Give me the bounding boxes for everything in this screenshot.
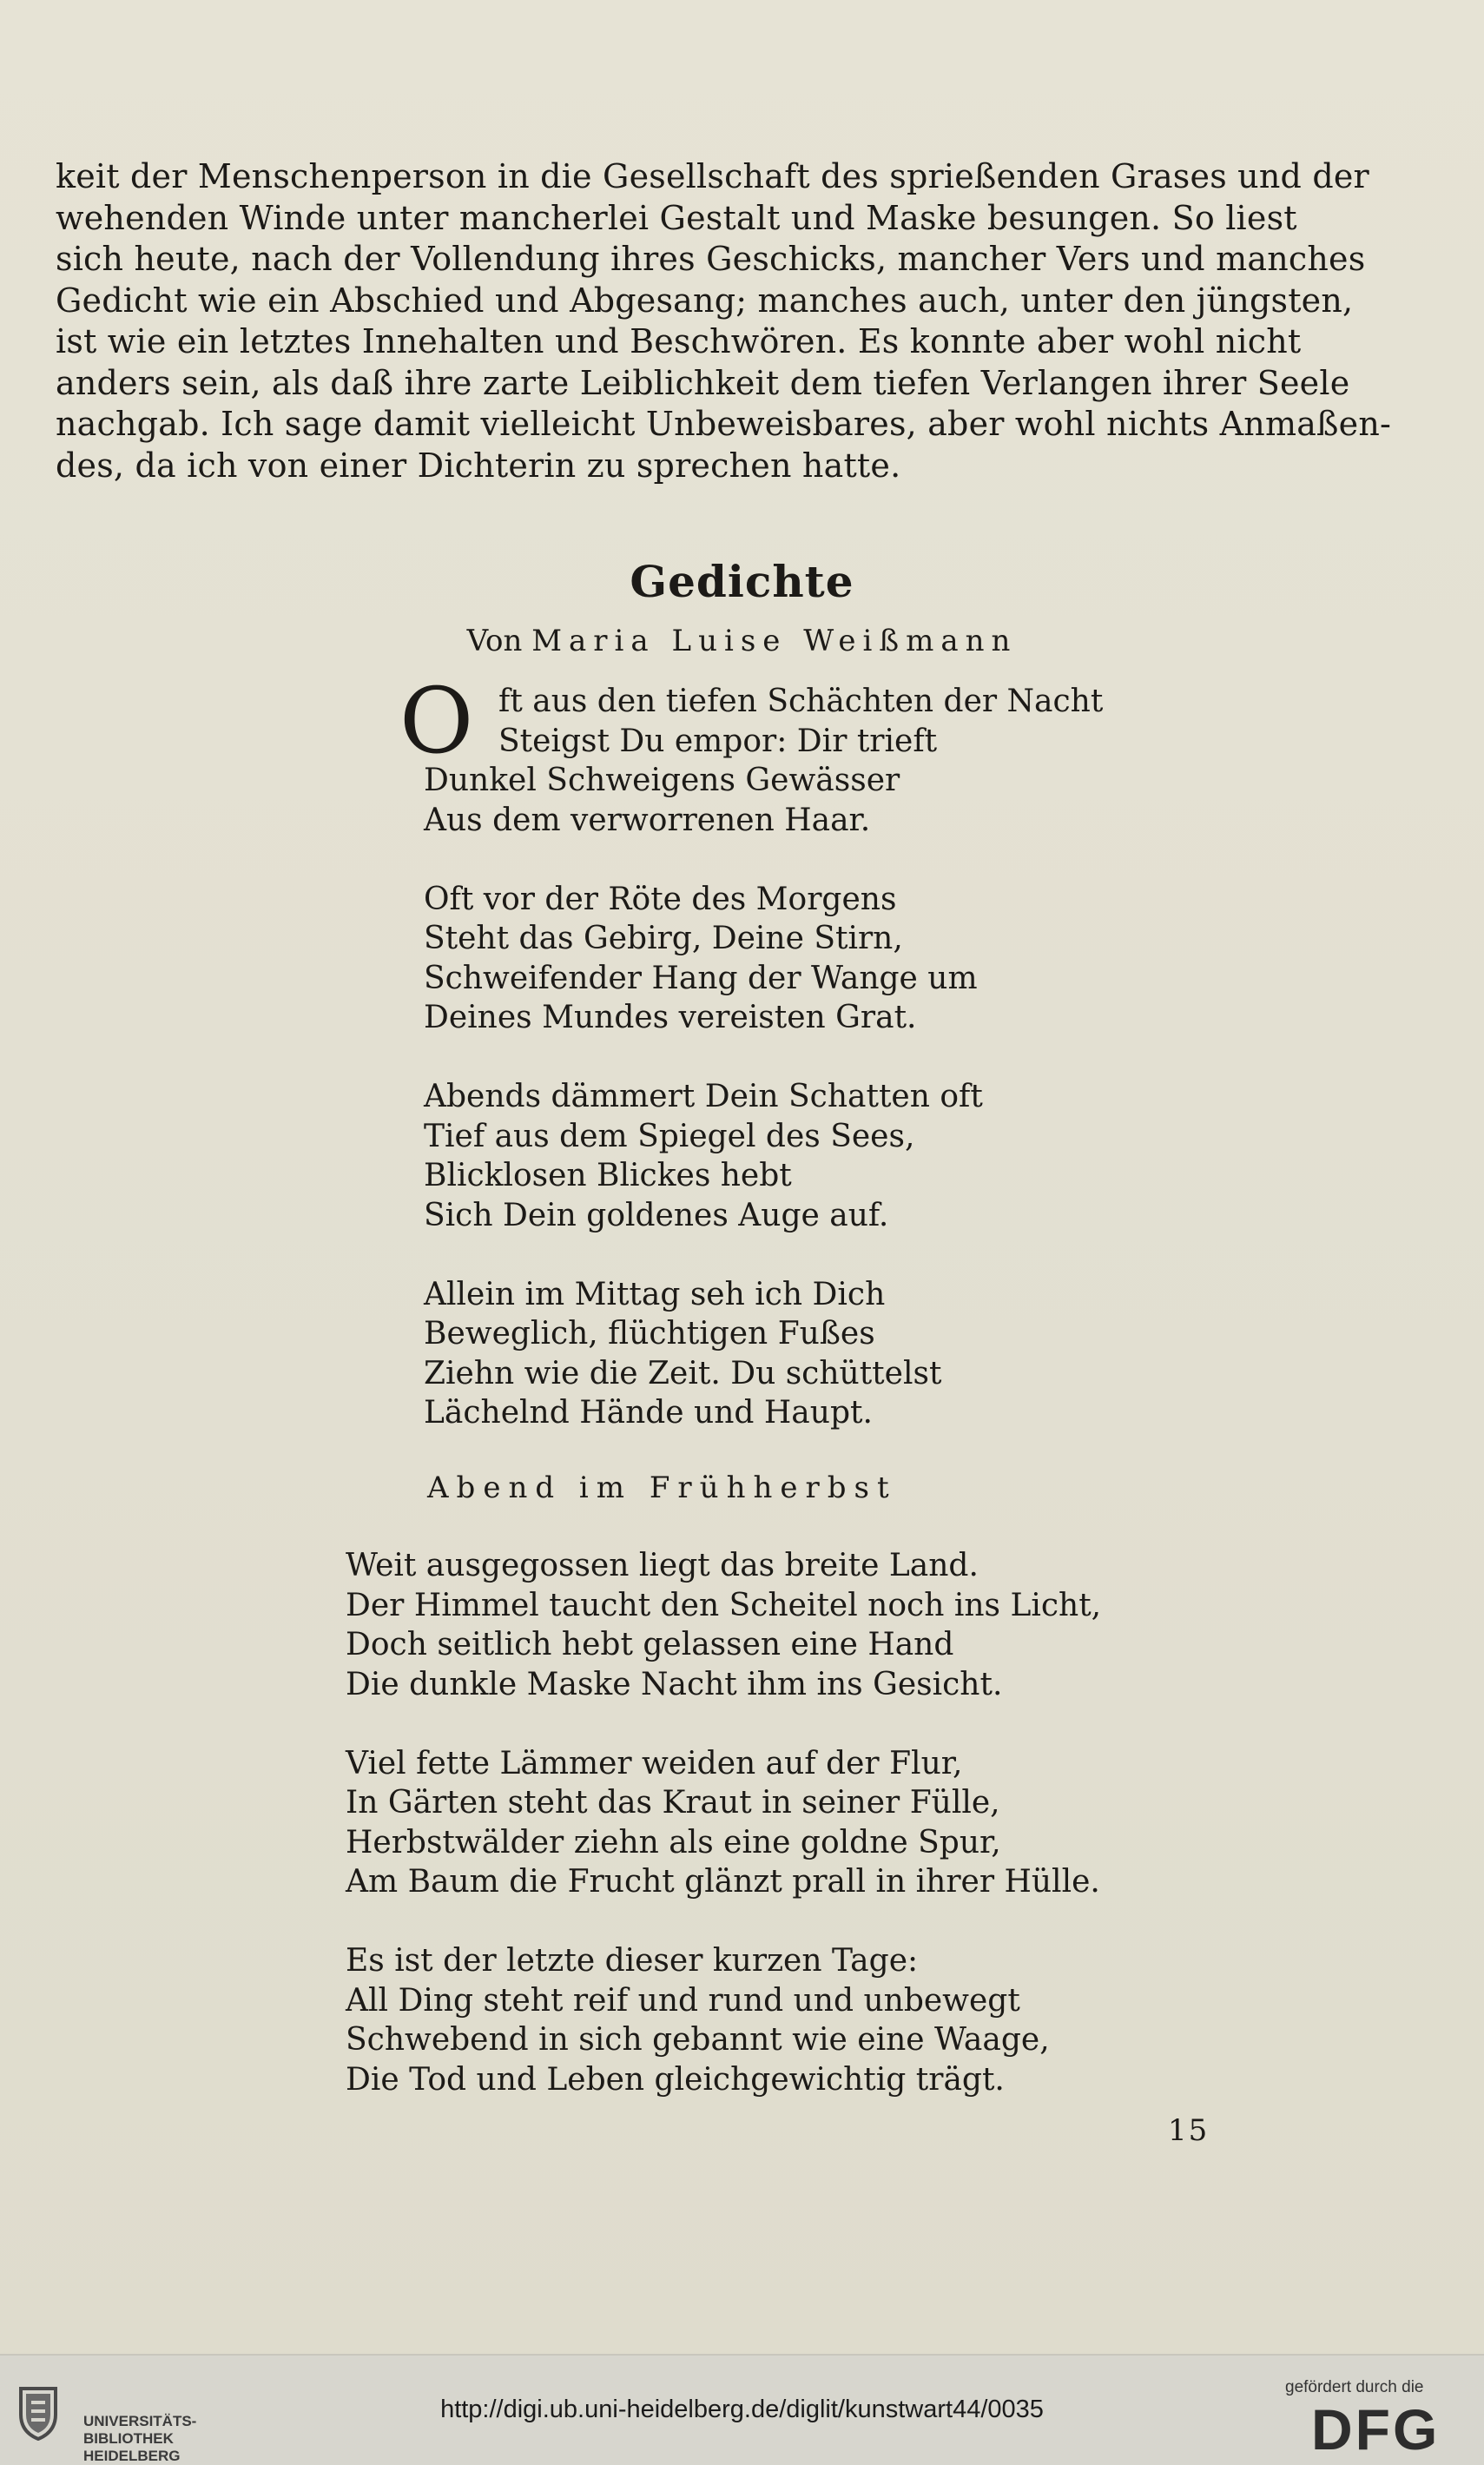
prose-line: Gedicht wie ein Abschied und Abgesang; manches auch, unter den jüngsten, (56, 281, 1354, 320)
library-name-line: HEIDELBERG (83, 2448, 181, 2464)
poem-1 (424, 682, 1103, 1472)
poem-line: Abends dämmert Dein Schatten oft (424, 1079, 983, 1114)
poem-line: Oft vor der Röte des Morgens (424, 881, 897, 917)
prose-line: ist wie ein letztes Innehalten und Beschwören. Es konnte aber wohl nicht (56, 322, 1302, 360)
poem-line: Herbstwälder ziehn als eine goldne Spur, (346, 1824, 1001, 1860)
poem-line: Ziehn wie die Zeit. Du schüttelst (424, 1355, 942, 1391)
prose-line: des, da ich von einer Dichterin zu sprechen hatte. (56, 446, 901, 485)
poem-line: In Gärten steht das Kraut in seiner Fülle, (346, 1785, 1000, 1821)
poem-line: Am Baum die Frucht glänzt prall in ihrer Hülle. (346, 1864, 1100, 1900)
prose-line: wehenden Winde unter mancherlei Gestalt und Maske besungen. So liest (56, 198, 1297, 237)
prose-line: keit der Menschenperson in die Gesellschaft des sprießenden Grases und der (56, 157, 1369, 195)
permalink-url[interactable]: http://digi.ub.uni-heidelberg.de/diglit/kunstwart44/0035 (440, 2396, 1044, 2423)
library-name-line: UNIVERSITÄTS- (83, 2413, 197, 2429)
library-name-line: BIBLIOTHEK (83, 2430, 174, 2447)
drop-cap: O (399, 668, 474, 774)
page-number: 15 (1168, 2113, 1210, 2148)
poem-line: Sich Dein goldenes Auge auf. (424, 1197, 889, 1233)
poem-line: Allein im Mittag seh ich Dich (424, 1276, 886, 1312)
section-title: Gedichte (630, 556, 854, 607)
poem-line: Der Himmel taucht den Scheitel noch ins Licht, (346, 1587, 1102, 1623)
poem-line: Die Tod und Leben gleichgewichtig trägt. (346, 2061, 1005, 2098)
dfg-logo[interactable]: DFG (1311, 2397, 1441, 2462)
poem-line: Doch seitlich hebt gelassen eine Hand (346, 1627, 954, 1662)
funding-caption: gefördert durch die (1285, 2378, 1424, 2396)
poem-stanza (424, 682, 1103, 840)
poem-line: Viel fette Lämmer weiden auf der Flur, (346, 1745, 963, 1781)
poem-2 (346, 1546, 1101, 2139)
prose-line: sich heute, nach der Vollendung ihres Geschicks, mancher Vers und manches (56, 240, 1366, 278)
poem-line: Deines Mundes vereisten Grat. (424, 1000, 917, 1035)
author-line (0, 624, 1484, 658)
poem-line: Schwebend in sich gebannt wie eine Waage, (346, 2022, 1050, 2058)
poem-stanza (346, 1546, 1101, 1704)
poem-2-title: Abend im Frühherbst (427, 1470, 897, 1505)
poem-stanza (424, 880, 1103, 1038)
prose-line: anders sein, als daß ihre zarte Leiblichkeit dem tiefen Verlangen ihrer Seele (56, 363, 1350, 402)
poem-line: Blicklosen Blickes hebt (424, 1158, 792, 1193)
poem-line: Lächelnd Hände und Haupt. (424, 1395, 873, 1431)
author-name: Maria Luise Weißmann (531, 624, 1018, 658)
poem-line: ft aus den tiefen Schächten der Nacht (498, 684, 1104, 719)
prose-line: nachgab. Ich sage damit vielleicht Unbeweisbares, aber wohl nichts Anmaßen- (56, 405, 1392, 443)
footer-bar (0, 2354, 1484, 2465)
poem-line: Beweglich, flüchtigen Fußes (424, 1316, 875, 1351)
poem-stanza (424, 1275, 1103, 1433)
poem-line: Dunkel Schweigens Gewässer (424, 763, 900, 798)
poem-line: Schweifender Hang der Wange um (424, 960, 978, 996)
poem-line: Steht das Gebirg, Deine Stirn, (424, 921, 903, 956)
author-prefix: Von (466, 624, 523, 658)
poem-line: All Ding steht reif und rund und unbewegt (346, 1982, 1020, 2019)
poem-line: Es ist der letzte dieser kurzen Tage: (346, 1943, 919, 1979)
poem-line: Steigst Du empor: Dir trieft (498, 723, 938, 759)
poem-line: Die dunkle Maske Nacht ihm ins Gesicht. (346, 1666, 1003, 1702)
poem-line: Weit ausgegossen liegt das breite Land. (346, 1548, 979, 1583)
poem-stanza (346, 1941, 1101, 2099)
poem-line: Aus dem verworrenen Haar. (424, 802, 871, 838)
prose-paragraph (56, 156, 1392, 486)
poem-stanza (346, 1744, 1101, 1902)
poem-stanza (424, 1077, 1103, 1235)
poem-line: Tief aus dem Spiegel des Sees, (424, 1118, 915, 1154)
